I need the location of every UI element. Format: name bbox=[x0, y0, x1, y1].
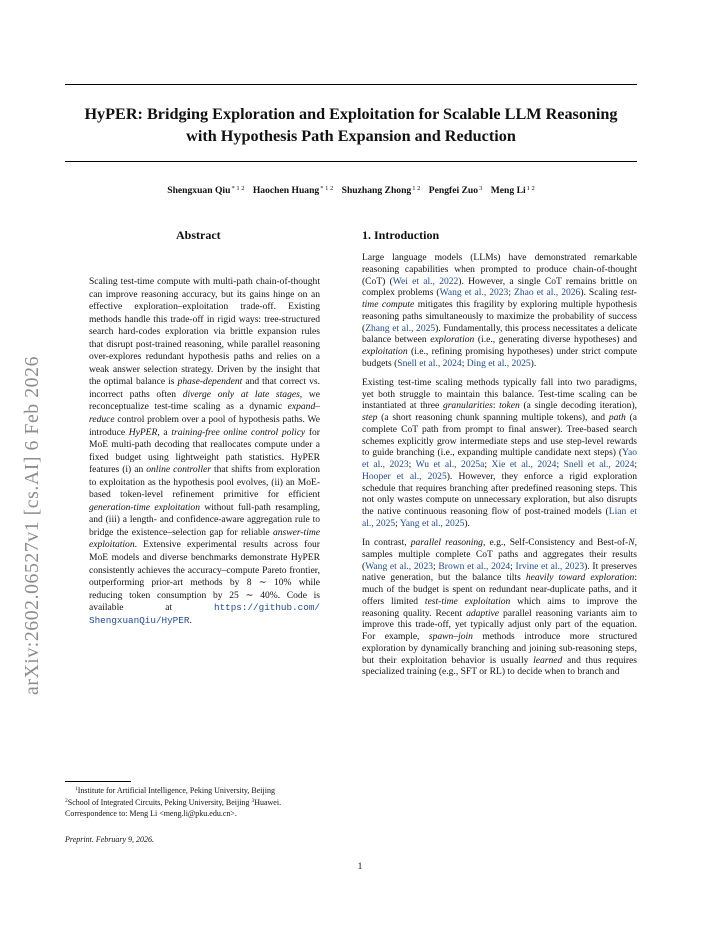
author: Shuzhang Zhong$^{1 2}$ bbox=[341, 185, 421, 196]
paper-title: HyPER: Bridging Exploration and Exploitation for Scalable LLM Reasoning with Hypothesis Path Expansion and Reduction bbox=[84, 105, 618, 145]
author: Haochen Huang$^{* 1 2}$ bbox=[252, 185, 334, 196]
abstract-body: Scaling test-time compute with multi-path chain-of-thought can improve reasoning accuracy, but its gains hinge on an effective exploration–exploitation trade-off. Existing methods handle this trade-off in rigid ways: tree-structured search hard-codes exploration via brittle expansion rules that disrupt post-trained reasoning, while parallel reasoning over-explores redundant hypothesis paths and relies on a weak answer selection strategy. Driven by the insight that the optimal balance is phase-dependent and that correct vs. incorrect paths often diverge only at late stages, we reconceptualize test-time scaling as a dynamic expand–reduce control problem over a pool of hypothesis paths. We introduce HyPER, a training-free online control policy for MoE multi-path decoding that reallocates compute under a fixed budget using lightweight path statistics. HyPER features (i) an online controller that shifts from exploration to exploitation as the hypothesis pool evolves, (ii) an MoE-based token-level refinement primitive for efficient generation-time exploitation without full-path resampling, and (iii) a length- and confidence-aware aggregation rule to bridge the existence–selection gap for reliable answer-time exploitation. Extensive experimental results across four MoE models and diverse benchmarks demonstrate HyPER consistently achieves the accuracy–compute Pareto frontier, outperforming prior-art methods by 8 ∼ 10% while reducing token consumption by 25 ∼ 40%. Code is available at https://github.com/ ShengxuanQiu/HyPER. bbox=[89, 276, 321, 626]
introduction-heading: 1. Introduction bbox=[362, 228, 440, 242]
author: Pengfei Zuo$^3$ bbox=[428, 185, 483, 196]
introduction-body bbox=[362, 252, 637, 685]
intro-paragraph: In contrast, parallel reasoning, e.g., Self-Consistency and Best-of-N, samples multiple complete CoT paths and aggregates their results (Wang et al., 2023; Brown et al., 2024; Irvine et al., 2023). It preserves native generation, but the balance tilts heavily toward exploration: much of the budget is spent on redundant near-duplicate paths, and it offers limited test-time exploitation which aims to improve the reasoning quality. Recent adaptive parallel reasoning variants aim to improve this trade-off, yet typically adjust only part of the equation. For example, spawn–join methods introduce more structured exploration by dynamically branching and joining sub-reasoning steps, but their exploitation behavior is usually learned and thus requires specialized training (e.g., SFT or RL) to decide when to branch and bbox=[362, 537, 638, 678]
author-list bbox=[65, 185, 637, 196]
intro-paragraph: Large language models (LLMs) have demonstrated remarkable reasoning capabilities when prompted to produce chain-of-thought (CoT) (Wei et al., 2022). However, a single CoT remains brittle on complex problems (Wang et al., 2023; Zhao et al., 2026). Scaling test-time compute mitigates this fragility by exploring multiple hypothesis reasoning paths simultaneously to maximize the probability of success (Zhang et al., 2025). Fundamentally, this process necessitates a delicate balance between exploration (i.e., generating diverse hypotheses) and exploitation (i.e., refining promising hypotheses) under strict compute budgets (Snell et al., 2024; Ding et al., 2025). bbox=[362, 252, 637, 369]
intro-paragraph: Existing test-time scaling methods typically fall into two paradigms, yet both struggle to maintain this balance. Test-time scaling can be instantiated at three granularities: token (a single decoding iteration), step (a short reasoning chunk spanning multiple tokens), and path (a complete CoT path from prompt to final answer). Tree-based search schemes explicitly grow intermediate steps and use step-level rewards to guide branching (i.e., expanding multiple candidate next steps) (Yao et al., 2023; Wu et al., 2025a; Xie et al., 2024; Snell et al., 2024; Hooper et al., 2025). However, they enforce a rigid exploration schedule that requires branching after predefined reasoning steps. This not only wastes compute on unnecessary exploration, but also disrupts the native continuous reasoning flow of post-trained models (Lian et al., 2025; Yang et al., 2025). bbox=[362, 376, 638, 529]
footnote-rule bbox=[65, 781, 131, 782]
preprint-note: Preprint. February 9, 2026. bbox=[65, 835, 155, 844]
arxiv-identifier-stamp: arXiv:2602.06527v1 [cs.AI] 6 Feb 2026 bbox=[21, 355, 43, 695]
title-bottom-rule bbox=[65, 161, 637, 162]
top-rule bbox=[65, 84, 637, 85]
author: Meng $Li^{1 2}$ bbox=[490, 185, 535, 196]
author: Shengxuan Qiu$^{* 1 2}$ bbox=[167, 185, 245, 196]
code-repository-link[interactable]: https://github.com/ ShengxuanQiu/HyPER bbox=[89, 602, 320, 626]
abstract-heading: Abstract bbox=[176, 228, 221, 242]
page-number: 1 bbox=[357, 862, 363, 872]
affiliations-footnote: $^1$Institute for Artificial Intelligence, Peking University, Beijing $^2$School of Integrated Circuits, Peking University, Beijing $^3$Huawei. Correspondence to: Meng Li <meng.li@pku.edu.cn>. bbox=[65, 786, 282, 818]
